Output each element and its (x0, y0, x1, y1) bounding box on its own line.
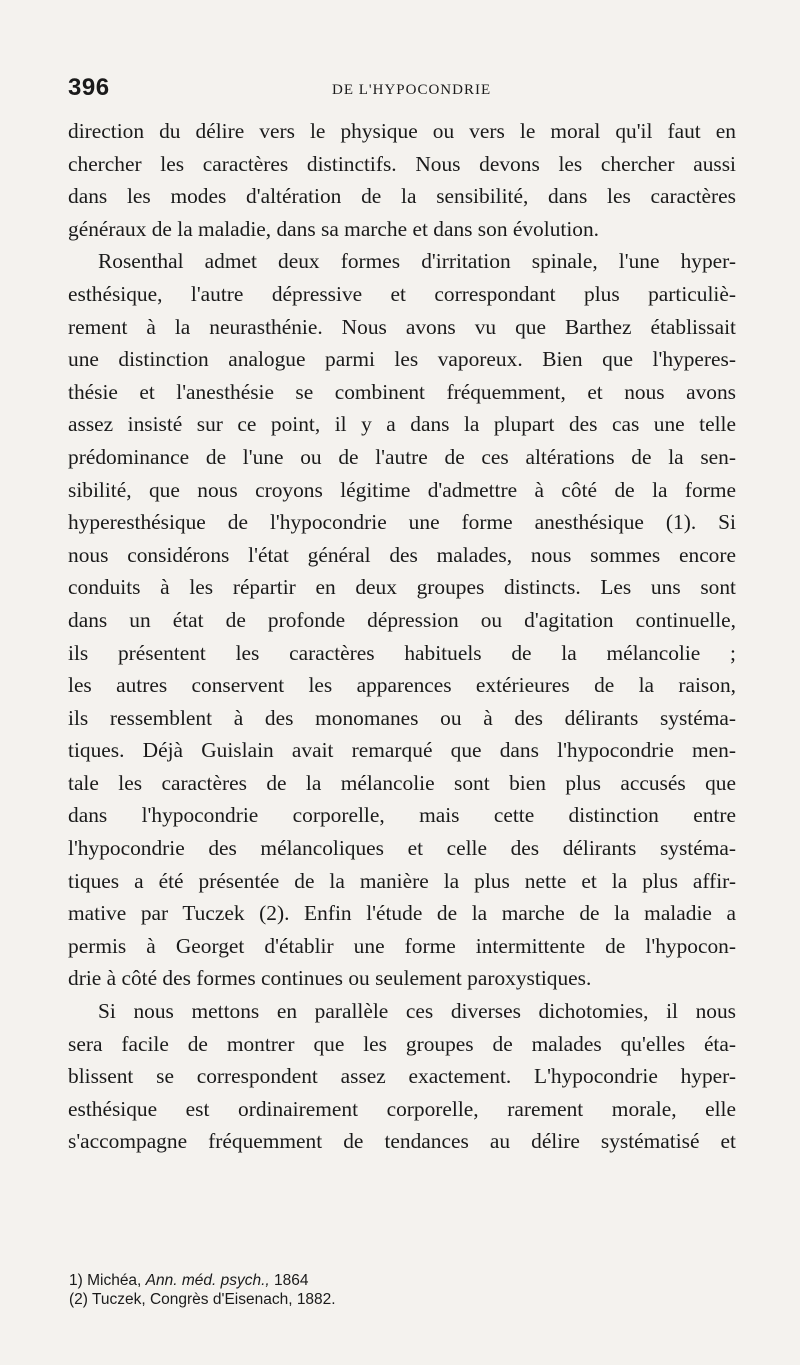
footnote-1 (69, 1271, 689, 1290)
text-line: esthésique est ordinairement corporelle, rarement morale, elle (68, 1096, 736, 1121)
text-line: l'hypocondrie des mélancoliques et celle des délirants systéma- (68, 836, 736, 861)
footnotes (69, 1271, 689, 1309)
text-line: nous considérons l'état général des malades, nous sommes encore (68, 542, 736, 567)
text-line: hyperesthésique de l'hypocondrie une forme anesthésique (1). Si (68, 510, 736, 535)
text-line: ils présentent les caractères habituels de la mélancolie ; (68, 640, 736, 665)
running-head (68, 74, 736, 104)
text-line: s'accompagne fréquemment de tendances au délire systématisé et (68, 1129, 736, 1154)
text-line: sera facile de montrer que les groupes de malades qu'elles éta- (68, 1031, 736, 1056)
text-line: drie à côté des formes continues ou seulement paroxystiques. (68, 966, 592, 991)
text-line: les autres conservent les apparences extérieures de la raison, (68, 673, 736, 698)
text-line: une distinction analogue parmi les vaporeux. Bien que l'hyperes- (68, 347, 736, 372)
page-number: 396 (68, 74, 110, 101)
footnote-2-text: (2) Tuczek, Congrès d'Eisenach, 1882. (69, 1291, 336, 1308)
text-line: sibilité, que nous croyons légitime d'admettre à côté de la forme (68, 477, 736, 502)
text-line: dans les modes d'altération de la sensibilité, dans les caractères (68, 184, 736, 209)
paragraph-start-line: Rosenthal admet deux formes d'irritation spinale, l'une hyper- (98, 249, 736, 274)
text-line: mative par Tuczek (2). Enfin l'étude de la marche de la maladie a (68, 901, 736, 926)
footnote-1-year: 1864 (269, 1272, 309, 1289)
text-line: dans l'hypocondrie corporelle, mais cette distinction entre (68, 803, 736, 828)
text-line: conduits à les répartir en deux groupes distincts. Les uns sont (68, 575, 736, 600)
text-line: assez insisté sur ce point, il y a dans la plupart des cas une telle (68, 412, 736, 437)
running-title: DE L'HYPOCONDRIE (332, 82, 492, 98)
text-line: prédominance de l'une ou de l'autre de ces altérations de la sen- (68, 444, 736, 469)
text-line: direction du délire vers le physique ou vers le moral qu'il faut en (68, 119, 736, 143)
paragraph-start-line: Si nous mettons en parallèle ces diverses dichotomies, il nous (98, 999, 736, 1024)
text-line: tale les caractères de la mélancolie sont bien plus accusés que (68, 770, 736, 795)
body-text (68, 115, 736, 1158)
text-line: tiques a été présentée de la manière la plus nette et la plus affir- (68, 868, 736, 893)
text-line: chercher les caractères distinctifs. Nous devons les chercher aussi (68, 151, 736, 176)
text-line: rement à la neurasthénie. Nous avons vu que Barthez établissait (68, 314, 736, 339)
text-line: permis à Georget d'établir une forme intermittente de l'hypocon- (68, 933, 736, 958)
text-line: esthésique, l'autre dépressive et correspondant plus particuliè- (68, 281, 736, 306)
text-line: dans un état de profonde dépression ou d'agitation continuelle, (68, 607, 736, 632)
text-line: tiques. Déjà Guislain avait remarqué que dans l'hypocondrie men- (68, 738, 736, 763)
footnote-1-author: 1) Michéa, (69, 1272, 146, 1289)
footnote-1-journal: Ann. méd. psych., (145, 1272, 270, 1289)
text-line: thésie et l'anesthésie se combinent fréquemment, et nous avons (68, 379, 736, 404)
text-line: blissent se correspondent assez exactement. L'hypocondrie hyper- (68, 1064, 736, 1089)
text-line: ils ressemblent à des monomanes ou à des délirants systéma- (68, 705, 736, 730)
text-line: généraux de la maladie, dans sa marche et dans son évolution. (68, 216, 600, 241)
footnote-2 (69, 1290, 689, 1309)
